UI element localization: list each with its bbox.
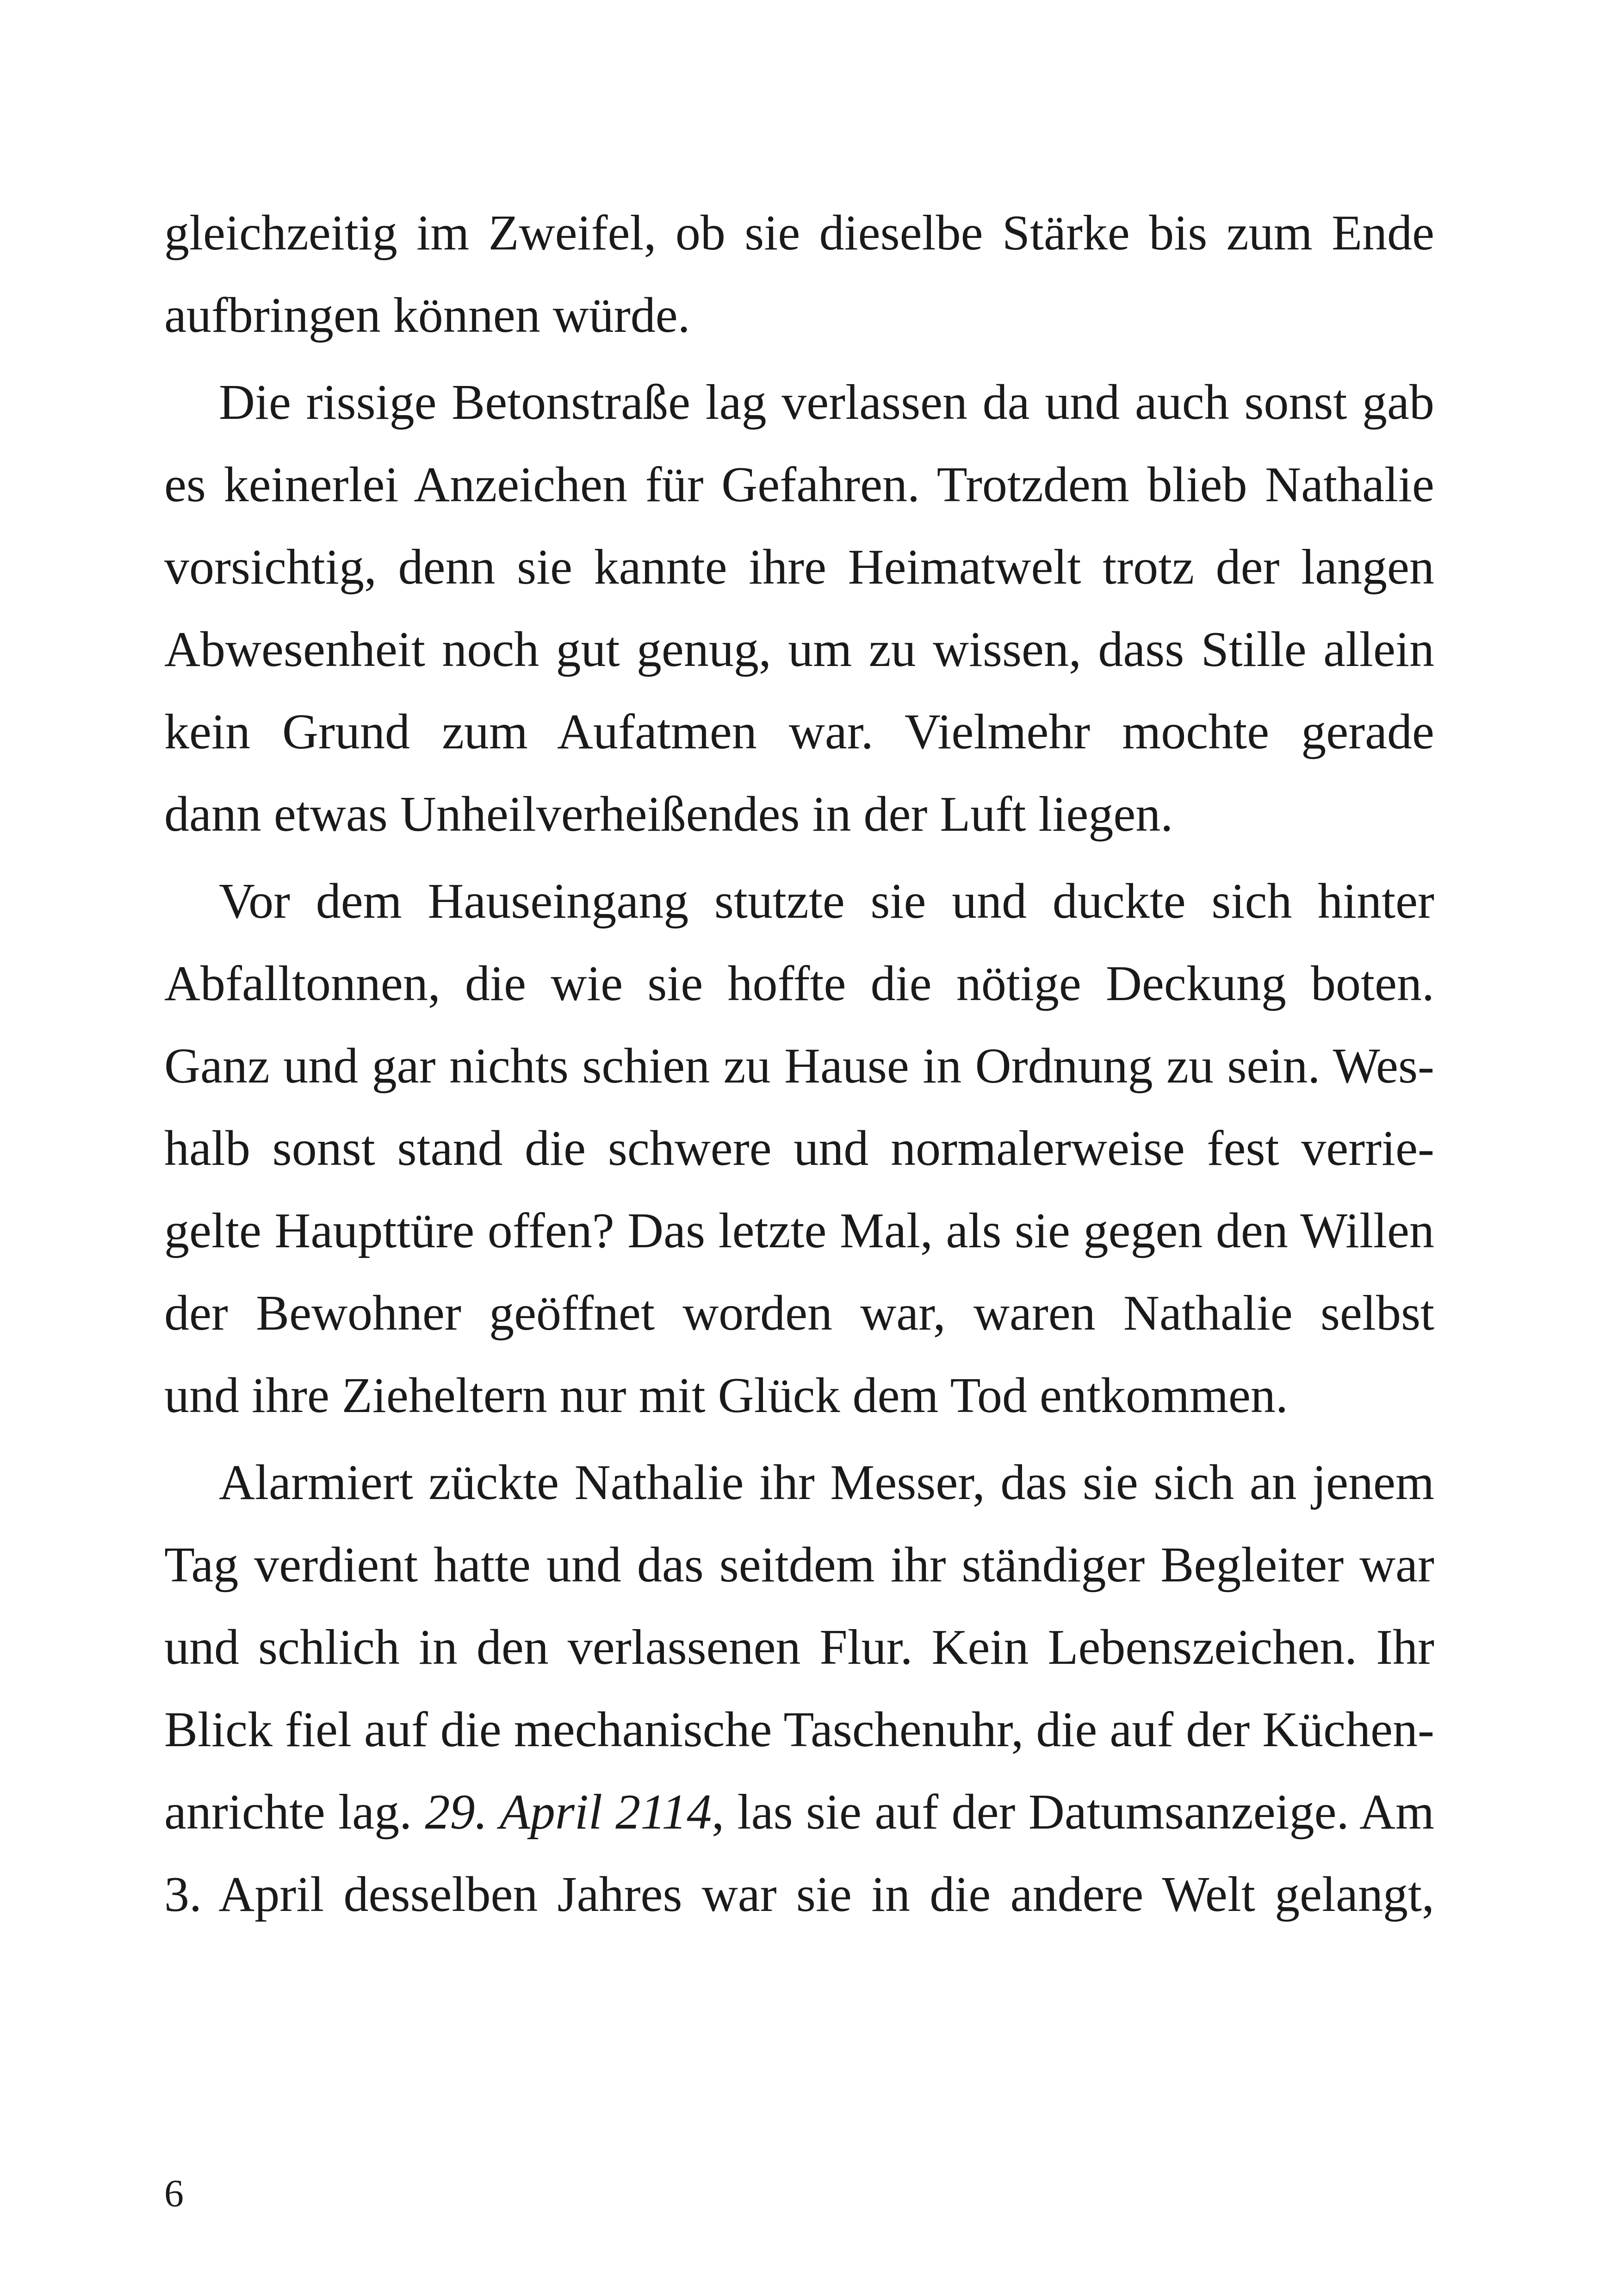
- paragraph-2: [164, 361, 1434, 856]
- text-line: dann etwas Unheilverheißendes in der Luft liegen.: [164, 787, 1173, 842]
- text-line: Ganz und gar nichts schien zu Hause in Ordnung zu sein. Wes-: [164, 1039, 1434, 1094]
- text-line: kein Grund zum Aufatmen war. Vielmehr mochte gerade: [164, 704, 1434, 759]
- text-line: gelte Haupttüre offen? Das letzte Mal, als sie gegen den Willen: [164, 1203, 1434, 1258]
- text-line-with-date: [164, 1771, 1434, 1854]
- text-line: Abfalltonnen, die wie sie hoffte die nötige Deckung boten.: [164, 956, 1434, 1011]
- text-line: aufbringen können würde.: [164, 288, 690, 343]
- paragraph-3: [164, 860, 1434, 1437]
- text-line: gleichzeitig im Zweifel, ob sie dieselbe Stärke bis zum Ende: [164, 205, 1434, 261]
- text-line: Alarmiert zückte Nathalie ihr Messer, das sie sich an jenem: [219, 1455, 1434, 1510]
- text-line: vorsichtig, denn sie kannte ihre Heimatwelt trotz der langen: [164, 540, 1434, 595]
- text-line: Tag verdient hatte und das seitdem ihr ständiger Begleiter war: [164, 1537, 1434, 1593]
- text-line: Vor dem Hauseingang stutzte sie und duckte sich hinter: [219, 874, 1434, 929]
- paragraph-4: [164, 1442, 1434, 1936]
- text-line: Abwesenheit noch gut genug, um zu wissen, dass Stille allein: [164, 622, 1434, 677]
- page-number: 6: [164, 2172, 184, 2215]
- text-line: Blick fiel auf die mechanische Taschenuhr, die auf der Küchen-: [164, 1702, 1434, 1757]
- text-line: 3. April desselben Jahres war sie in die andere Welt gelangt,: [164, 1867, 1434, 1922]
- text-line: halb sonst stand die schwere und normalerweise fest verrie-: [164, 1121, 1434, 1176]
- paragraph-1: [164, 192, 1434, 357]
- text-segment: , las sie auf der Datumsanzeige. Am: [712, 1785, 1434, 1840]
- text-line: der Bewohner geöffnet worden war, waren Nathalie selbst: [164, 1286, 1434, 1341]
- text-line: und schlich in den verlassenen Flur. Kein Lebenszeichen. Ihr: [164, 1620, 1434, 1675]
- text-line: und ihre Zieheltern nur mit Glück dem Tod entkommen.: [164, 1368, 1288, 1423]
- text-line: Die rissige Betonstraße lag verlassen da und auch sonst gab: [219, 375, 1434, 430]
- date-italic: 29. April 2114: [425, 1785, 712, 1840]
- text-segment: anrichte lag.: [164, 1785, 425, 1840]
- body-text: [164, 192, 1434, 1941]
- text-line: es keinerlei Anzeichen für Gefahren. Trotzdem blieb Nathalie: [164, 457, 1434, 512]
